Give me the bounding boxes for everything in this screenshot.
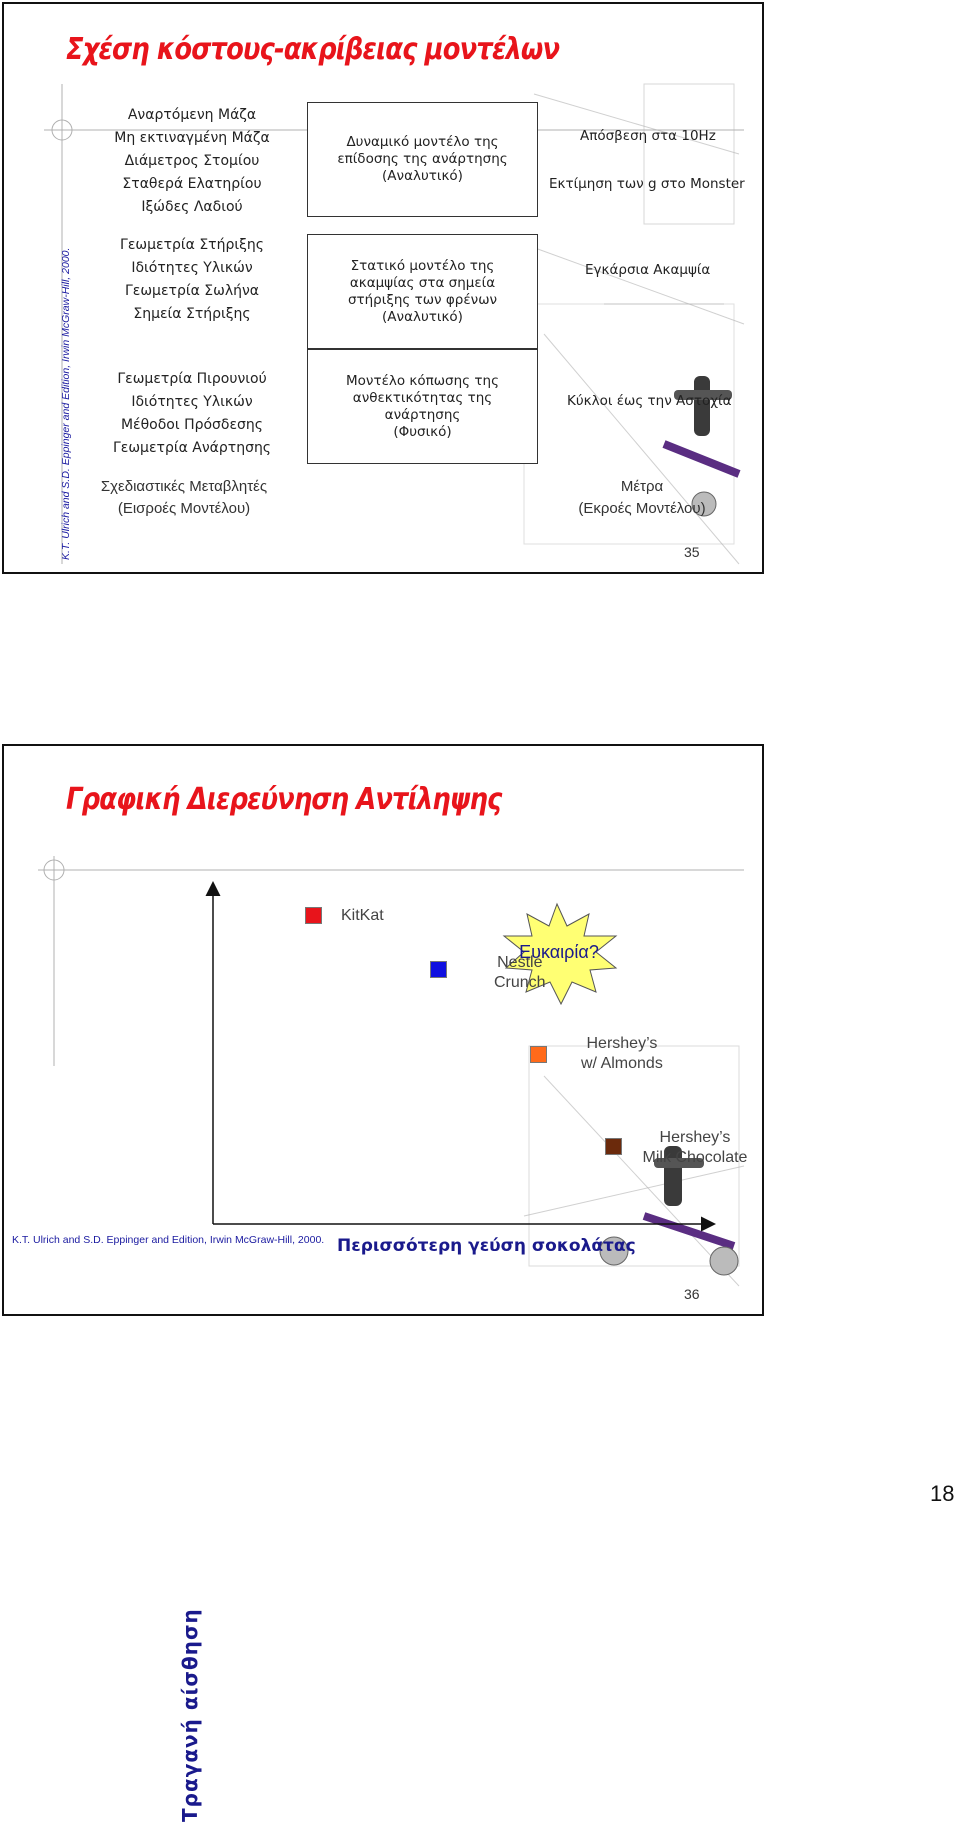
model-box-fatigue xyxy=(307,349,538,464)
input-item: Γεωμετρία Σωλήνα xyxy=(124,283,260,299)
input-item: Μέθοδοι Πρόσδεσης xyxy=(120,417,264,433)
credit-text: K.T. Ulrich and S.D. Eppinger and Edition, Irwin McGraw-Hill, 2000. xyxy=(12,1234,325,1246)
credit-text: K.T. Ulrich and S.D. Eppinger and Edition, Irwin McGraw-Hill, 2000. xyxy=(60,247,72,560)
input-item: Ιξώδες Λαδιού xyxy=(141,199,243,215)
model-box-static xyxy=(307,234,538,349)
input-item: Διάμετρος Στομίου xyxy=(124,153,260,169)
slide-number: 35 xyxy=(684,544,700,560)
data-point xyxy=(605,1138,622,1155)
input-item: Σημεία Στήριξης xyxy=(133,306,251,322)
outputs-header-line: Μέτρα xyxy=(620,478,664,495)
output-g-estimate: Εκτίμηση των g στο Monster xyxy=(549,176,745,192)
output-cycles-to-failure: Κύκλοι έως την Αστοχία xyxy=(567,393,732,409)
data-point xyxy=(305,907,322,924)
slide-title: Σχέση κόστους-ακρίβειας μοντέλων xyxy=(66,32,560,67)
inputs-header-line: Σχεδιαστικές Μεταβλητές xyxy=(100,478,268,495)
model-text: ακαμψίας στα σημεία xyxy=(349,274,496,291)
data-point-label: Nestlé Crunch xyxy=(494,954,546,991)
input-group-3 xyxy=(112,368,272,460)
model-text: στήριξης των φρένων xyxy=(347,291,498,308)
data-point xyxy=(530,1046,547,1063)
model-text: ανθεκτικότητας της xyxy=(352,389,493,406)
chart-axes xyxy=(4,746,762,1314)
input-group-2 xyxy=(112,234,272,326)
x-axis-label: Περισσότερη γεύση σοκολάτας xyxy=(337,1236,636,1256)
output-damping: Απόσβεση στα 10Hz xyxy=(580,128,716,144)
input-group-1 xyxy=(112,104,272,219)
model-text: (Αναλυτικό) xyxy=(382,308,463,325)
y-axis-label: Τραγανή αίσθηση xyxy=(178,1608,202,1822)
slide-35 xyxy=(2,2,764,574)
slide-number: 36 xyxy=(684,1286,700,1302)
input-item: Γεωμετρία Στήριξης xyxy=(120,237,264,253)
data-point-label: KitKat xyxy=(341,906,384,924)
input-item: Αναρτόμενη Μάζα xyxy=(127,107,257,123)
input-item: Ιδιότητες Υλικών xyxy=(131,394,253,410)
input-item: Γεωμετρία Ανάρτησης xyxy=(112,440,272,456)
model-text: (Αναλυτικό) xyxy=(382,168,463,184)
data-point-label: Hershey’s Milk Chocolate xyxy=(642,1128,748,1166)
slide-36 xyxy=(2,744,764,1822)
output-lateral-stiffness: Εγκάρσια Ακαμψία xyxy=(585,262,711,278)
outputs-header-line: (Εκροές Μοντέλου) xyxy=(578,500,706,517)
data-point-label: Hershey’s w/ Almonds xyxy=(581,1035,663,1072)
document-page-number: 18 xyxy=(930,1481,955,1506)
model-text: Στατικό μοντέλο της xyxy=(350,257,495,274)
input-item: Σταθερά Ελατηρίου xyxy=(122,176,262,192)
inputs-header-line: (Εισροές Μοντέλου) xyxy=(117,500,251,517)
model-text: επίδοσης της ανάρτησης xyxy=(337,151,508,167)
model-text: (Φυσικό) xyxy=(393,423,452,440)
model-text: Μοντέλο κόπωσης της xyxy=(346,372,499,389)
opportunity-label: Ευκαιρία? xyxy=(519,942,599,962)
input-item: Γεωμετρία Πιρουνιού xyxy=(117,371,267,387)
model-text: Δυναμικό μοντέλο της xyxy=(346,134,499,150)
outputs-header xyxy=(552,476,732,520)
data-point xyxy=(430,961,447,978)
model-box-dynamic xyxy=(307,102,538,217)
inputs-header xyxy=(78,476,290,520)
input-item: Μη εκτιναγμένη Μάζα xyxy=(114,130,270,146)
input-item: Ιδιότητες Υλικών xyxy=(131,260,253,276)
slide-title: Γραφική Διερεύνηση Αντίληψης xyxy=(66,782,502,817)
model-text: ανάρτησης xyxy=(384,406,461,423)
